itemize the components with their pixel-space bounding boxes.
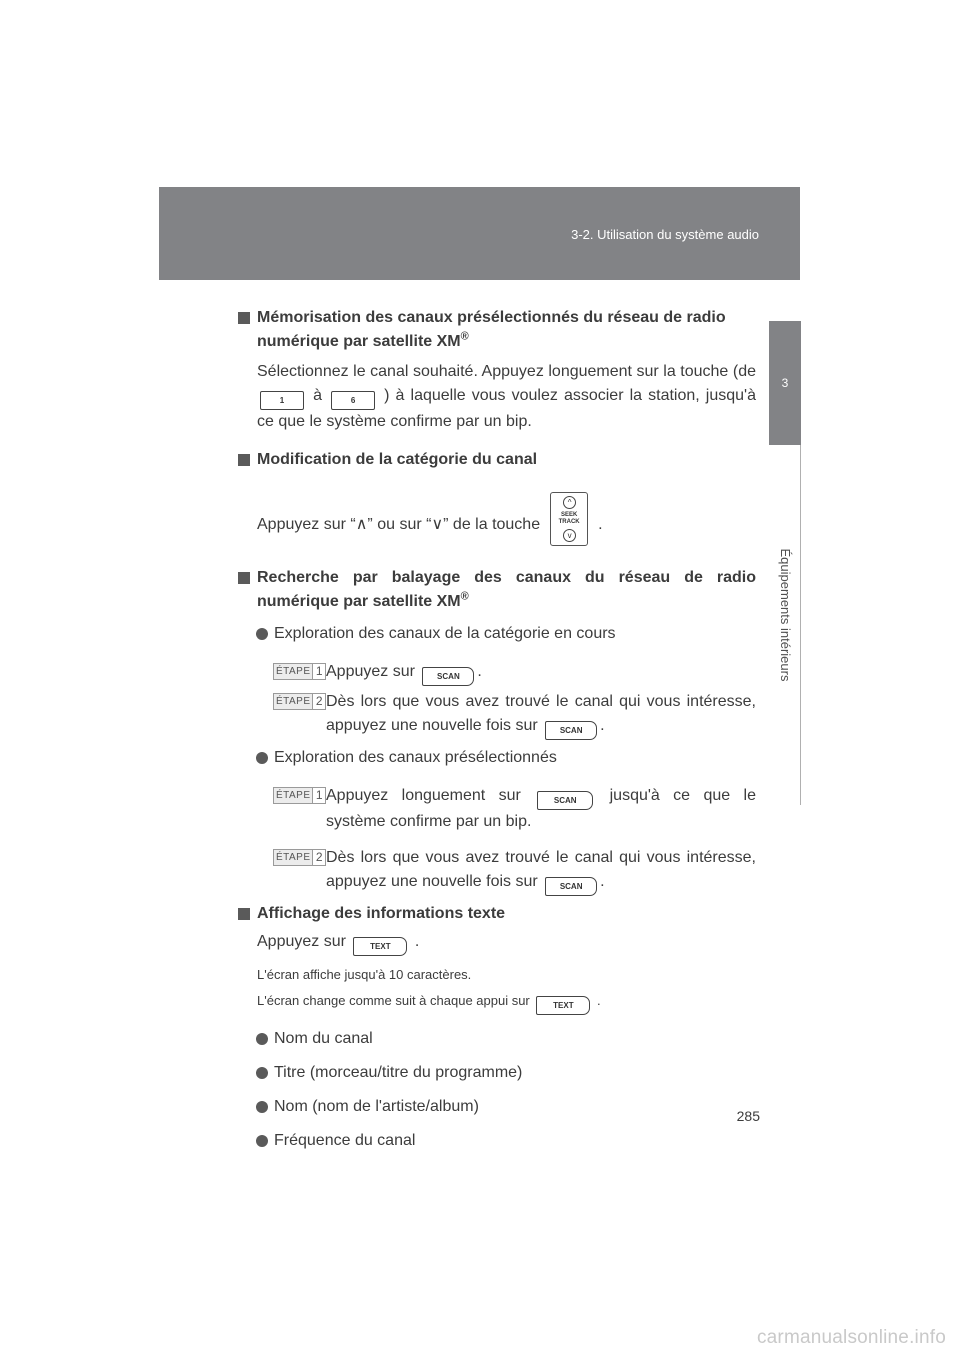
memorisation-paragraph: Sélectionnez le canal souhaité. Appuyez longuement sur la touche (de 1 à 6 ) à laquelle vous voulez associer la station, jusqu'à ce que le système confirme par un bip. [257,363,756,430]
affichage-paragraph: Appuyez sur TEXT . [238,930,756,956]
list-item: Fréquence du canal [238,1129,756,1153]
round-bullet-icon [256,628,268,640]
note-line: L'écran change comme suit à chaque appui sur TEXT . [238,992,756,1015]
registered-mark: ® [460,590,469,603]
square-bullet-icon [238,572,250,584]
note-line: L'écran affiche jusqu'à 10 caractères. [257,967,472,982]
round-bullet-icon [256,752,268,764]
heading-text: Modification de la catégorie du canal [257,451,538,468]
heading-text: Affichage des informations texte [257,905,506,922]
round-bullet-icon [256,1067,268,1079]
section-title: 3-2. Utilisation du système audio [571,227,759,242]
chevron-up-icon: ^ [563,496,576,509]
heading-memorisation [238,306,756,354]
page-number: 285 [736,1108,760,1124]
step-badge: ÉTAPE 1 [273,663,326,680]
list-item: Titre (morceau/titre du programme) [238,1061,756,1085]
watermark: carmanualsonline.info [756,1327,946,1348]
chapter-label: Équipements intérieurs [778,548,793,682]
step-badge: ÉTAPE 1 [273,787,326,804]
scan-key-icon: SCAN [545,877,597,896]
step-item: ÉTAPE 1 Appuyez longuement sur SCAN jusqu'à ce que le système confirme par un bip. [238,784,756,834]
scan-key-icon: SCAN [545,721,597,740]
scan-key-icon: SCAN [422,667,474,686]
heading-text: Recherche par balayage des canaux du réseau de radio numérique par satellite XM® [257,569,756,610]
scan-key-icon: SCAN [537,791,593,810]
text-key-icon: TEXT [536,996,590,1015]
step-item: ÉTAPE 2 Dès lors que vous avez trouvé le canal qui vous intéresse, appuyez une nouvelle fois sur SCAN . [238,690,756,740]
registered-mark: ® [460,330,469,343]
heading-categorie [238,448,756,472]
text-key-icon: TEXT [353,937,407,956]
heading-affichage [238,902,756,926]
list-item: Nom du canal [238,1027,756,1051]
square-bullet-icon [238,908,250,920]
chapter-tab: 3 [769,321,801,445]
bullet-item: Exploration des canaux présélectionnés [238,746,756,770]
square-bullet-icon [238,312,250,324]
categorie-paragraph: Appuyez sur “∧” ou sur “∨” de la touche ^ SEEK TRACK v . [238,492,756,546]
step-badge: ÉTAPE 2 [273,693,326,710]
round-bullet-icon [256,1101,268,1113]
chevron-down-icon: v [563,529,576,542]
round-bullet-icon [256,1135,268,1147]
preset-1-key-icon: 1 [260,391,304,410]
square-bullet-icon [238,454,250,466]
page-content [238,306,756,1153]
side-divider [800,445,801,805]
heading-text: Mémorisation des canaux présélectionnés du réseau de radio numérique par satellite XM [257,309,726,350]
section-header [159,187,800,280]
seek-track-key-icon: ^ SEEK TRACK v [550,492,588,546]
step-badge: ÉTAPE 2 [273,849,326,866]
heading-recherche [238,566,756,614]
preset-6-key-icon: 6 [331,391,375,410]
step-item: ÉTAPE 1 Appuyez sur SCAN . [238,660,756,686]
step-item: ÉTAPE 2 Dès lors que vous avez trouvé le canal qui vous intéresse, appuyez une nouvelle fois sur SCAN . [238,846,756,896]
round-bullet-icon [256,1033,268,1045]
list-item: Nom (nom de l'artiste/album) [238,1095,756,1119]
bullet-item: Exploration des canaux de la catégorie en cours [238,622,756,646]
